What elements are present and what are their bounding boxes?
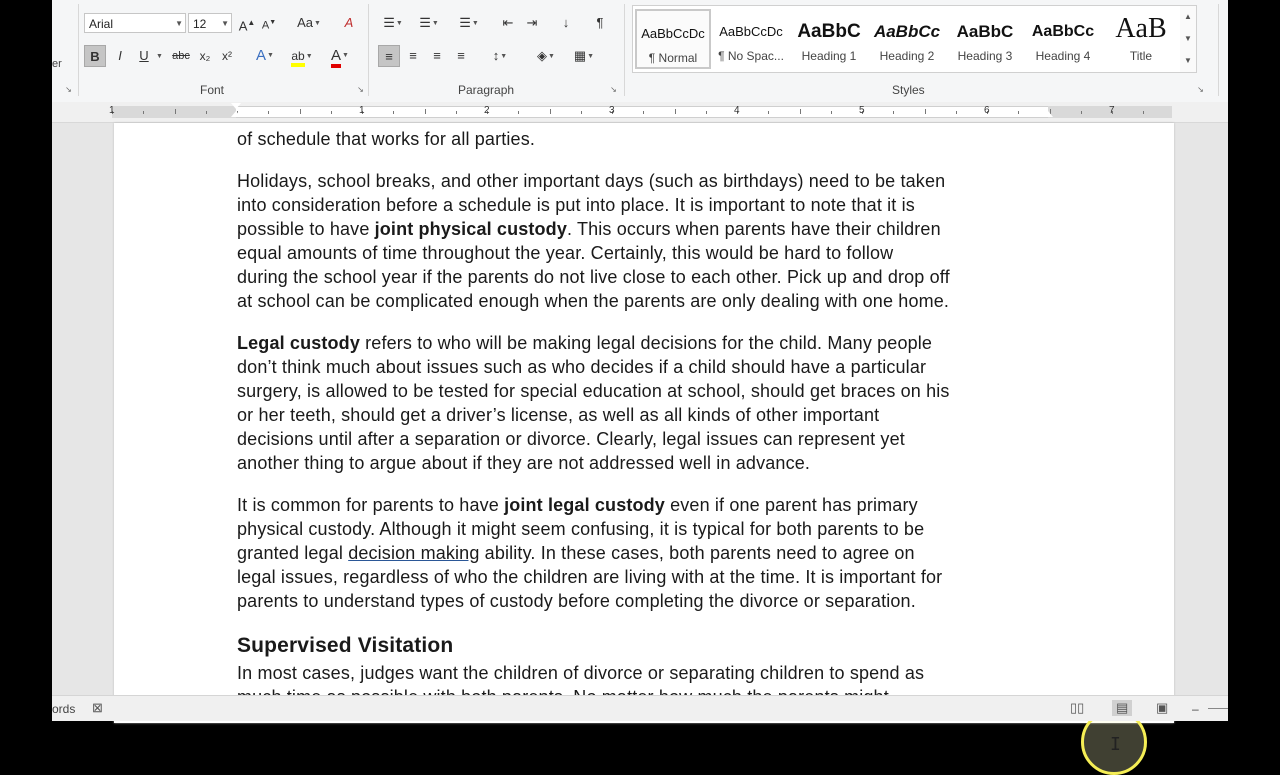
styles-group-label: Styles [892,83,925,97]
text-line [237,427,1067,451]
chevron-down-icon[interactable]: ▼ [1184,34,1192,43]
text-run: decisions until after a separation or divorce. Clearly, legal issues can represent yet [237,429,905,449]
text-run: during the school year if the parents do not live close to each other. Pick up and drop off [237,267,950,287]
text-run: or her teeth, should get a driver’s license, as well as all kinds of other important [237,405,880,425]
ruler-tick [425,109,426,114]
font-color-button[interactable]: A▼ [324,45,356,67]
underlined-term: decision making [348,543,480,563]
word-window [52,0,1228,755]
ruler-number: 3 [609,105,615,116]
text-run: ability. In these cases, both parents need to agree on [479,543,915,563]
paragraph-schedule [237,127,1067,151]
paragraph-holidays [237,169,1067,313]
text-run: physical custody. Although it might seem confusing, it is typical for both parents to be [237,519,925,539]
ruler-tick [706,111,707,114]
text-effects-icon: A [256,47,267,64]
justify-button[interactable] [450,45,472,67]
multilevel-list-icon: ☰ [459,15,471,30]
style-preview: AaBbCc [1031,23,1095,40]
ruler-tick [456,111,457,114]
right-indent-marker[interactable] [1043,111,1053,117]
style-name: ¶ No Spac... [718,49,784,63]
align-right-button[interactable] [426,45,448,67]
ruler-tick [581,111,582,114]
numbering-icon: ☰ [419,15,431,30]
style-name: Heading 3 [957,49,1013,63]
styles-gallery-scroll [1180,5,1197,73]
zoom-out-button[interactable]: – [1192,702,1199,716]
ruler-tick [1018,111,1019,114]
ruler-tick [1081,111,1082,114]
text-run: It is common for parents to have [237,495,505,515]
text-run: possible to have [237,219,375,239]
group-separator [368,4,369,96]
font-size-combo[interactable] [188,13,232,33]
bullets-icon: ☰ [383,15,395,30]
chevron-up-icon[interactable]: ▲ [1184,12,1192,21]
text-line [237,493,1067,517]
word-count[interactable]: ords [52,702,76,716]
text-run: surgery, is allowed to be tested for special education at school, should get braces on his [237,381,950,401]
text-line [237,289,1067,313]
highlight-button[interactable]: ab▼ [286,45,318,67]
first-line-indent-marker[interactable] [231,103,241,109]
text-line [237,403,1067,427]
style-preview: AaBbCcDc [719,24,783,39]
text-line [237,451,1067,475]
ruler-number: 1 [109,105,115,116]
style-title[interactable] [1103,9,1179,69]
read-mode-icon[interactable]: ▯▯ [1070,700,1085,715]
ribbon [52,0,1228,103]
bold-button[interactable] [84,45,106,67]
text-run: granted legal [237,543,349,563]
hanging-indent-marker[interactable] [231,111,241,117]
ruler-track [112,106,1172,118]
font-size-value: 12 [193,17,207,31]
styles-gallery [632,5,1182,73]
ruler-tick [831,111,832,114]
shrink-font-icon: A [261,19,270,32]
clear-formatting-button[interactable] [338,12,360,34]
ruler-tick [956,111,957,114]
bold-icon: B [90,49,100,64]
numbering-button[interactable]: ☰▼ [419,15,439,30]
align-left-button[interactable] [378,45,400,67]
chevron-down-icon[interactable]: ▼ [175,19,183,28]
shrink-font-button[interactable]: A▼ [261,19,277,32]
text-line [237,193,1067,217]
group-separator [624,4,625,96]
paint-bucket-icon: ◈ [537,48,548,63]
decrease-indent-icon: ⇤ [502,15,514,30]
proofing-status-icon[interactable]: ⊠ [92,700,103,715]
text-line [237,517,1067,541]
ruler-tick [768,111,769,114]
style-name: ¶ Normal [648,51,698,65]
borders-button[interactable]: ▦▼ [573,48,595,63]
ruler-number: 6 [984,105,990,116]
paragraph-joint-legal-custody [237,493,1067,613]
ruler-tick [550,109,551,114]
ruler-tick [175,109,176,114]
font-group-label: Font [200,83,225,97]
ruler-number: 2 [484,105,490,116]
font-name-value: Arial [89,17,114,31]
document-page[interactable] [114,123,1174,723]
sort-icon: ↓ [562,15,570,30]
ruler-tick [675,109,676,114]
line-spacing-icon: ↕ [492,48,500,63]
document-body[interactable] [237,123,1067,709]
text-line [237,379,1067,403]
text-run: refers to who will be making legal decisions for the child. Many people [359,333,933,353]
underline-button[interactable] [134,45,154,67]
style-name: Heading 4 [1035,49,1091,63]
print-layout-icon[interactable]: ▤ [1112,700,1132,716]
multilevel-list-button[interactable]: ☰▼ [459,15,479,30]
justify-icon: ≡ [457,48,465,63]
styles-dialog-launcher-icon[interactable]: ↘ [1197,85,1204,94]
paragraph-group-label: Paragraph [458,83,515,97]
font-dialog-launcher-icon[interactable]: ↘ [357,85,364,94]
font-color-icon: A [331,47,341,68]
bold-term: Legal custody [237,333,360,353]
grow-font-button[interactable]: A▲ [238,18,256,34]
zoom-slider[interactable] [1208,708,1228,709]
shading-button[interactable]: ◈▼ [537,48,555,63]
text-run: another thing to argue about if they are not addressed well in advance. [237,453,811,473]
borders-icon: ▦ [573,48,587,63]
increase-indent-button[interactable] [522,12,542,34]
text-run: don’t think much about issues such as who decides if a child should have a particular [237,357,927,377]
style-name: Heading 2 [879,49,935,63]
decrease-indent-button[interactable] [498,12,518,34]
style-name: Title [1129,49,1153,63]
ibeam-cursor-icon: I [1110,734,1121,755]
style-normal[interactable] [635,9,711,69]
style-heading-3[interactable] [947,9,1023,69]
style-no-spacing[interactable] [713,9,789,69]
style-name: Heading 1 [801,49,857,63]
align-right-icon: ≡ [433,48,441,63]
text-run: even if one parent has primary [664,495,918,515]
change-case-button[interactable]: Aa▼ [297,15,321,30]
font-name-combo[interactable] [84,13,186,33]
bold-term: joint legal custody [504,495,665,515]
text-line [237,265,1067,289]
group-separator [78,4,79,96]
style-heading-1[interactable] [791,9,867,69]
superscript-icon: x² [222,49,232,63]
paragraph-legal-custody [237,331,1067,475]
text-run: at school can be complicated enough when the parents are only dealing with one home. [237,291,950,311]
highlighter-icon: ab [291,49,304,67]
underline-icon: U [139,48,149,63]
chevron-down-icon[interactable]: ▼ [221,19,229,28]
italic-icon: I [118,48,122,63]
align-center-button[interactable] [402,45,424,67]
ruler-tick [518,111,519,114]
increase-indent-icon: ⇥ [526,15,538,30]
bold-term: joint physical custody [374,219,567,239]
align-left-icon: ≡ [385,49,393,64]
text-line: In most cases, judges want the children of divorce or separating children to spend as [237,663,925,683]
bullets-button[interactable]: ☰▼ [383,15,403,30]
text-line [237,589,1067,613]
text-run: equal amounts of time throughout the year. Certainly, this would be hard to follow [237,243,894,263]
text-run: legal issues, regardless of who the children are living with at the time. It is important for [237,567,943,587]
status-bar [52,695,1228,721]
style-preview: AaBbC [956,22,1014,41]
text-line [237,355,1067,379]
ruler-tick [800,109,801,114]
grow-font-icon: A [238,18,248,34]
subscript-icon: x₂ [199,49,211,63]
sort-button[interactable] [556,12,576,34]
ruler-tick [143,111,144,114]
ruler-tick [206,111,207,114]
style-heading-4[interactable] [1025,9,1101,69]
ruler-number: 5 [859,105,865,116]
ruler-tick [393,111,394,114]
text-run: . This occurs when parents have their children [566,219,941,239]
dialog-launcher-icon[interactable]: ↘ [65,85,72,94]
web-layout-icon[interactable]: ▣ [1156,700,1169,715]
heading-supervised-visitation: Supervised Visitation [237,634,454,657]
eraser-icon: A [344,15,354,30]
style-preview: AaBbC [797,21,861,42]
text-line: of schedule that works for all parties. [237,129,535,149]
text-line [237,217,1067,241]
ruler-tick [1143,111,1144,114]
expand-gallery-icon[interactable]: ▼ [1184,56,1192,65]
text-line [237,565,1067,589]
horizontal-ruler[interactable] [52,102,1228,123]
ruler-number: 1 [359,105,365,116]
text-line [237,541,1067,565]
group-separator [1218,4,1219,96]
text-run: Holidays, school breaks, and other important days (such as birthdays) need to be taken [237,171,946,191]
line-spacing-button[interactable]: ↕▼ [492,48,508,63]
text-line [237,241,1067,265]
ruler-number: 7 [1109,105,1115,116]
pilcrow-icon: ¶ [596,15,604,30]
text-run: parents to understand types of custody before completing the divorce or separation. [237,591,916,611]
ruler-tick [300,109,301,114]
ruler-tick [331,111,332,114]
clipboard-group-edge: er [52,58,62,70]
paragraph-dialog-launcher-icon[interactable]: ↘ [610,85,617,94]
style-preview: AaBbCcDc [641,26,705,41]
ruler-tick [893,111,894,114]
chevron-down-icon[interactable]: ▼ [156,53,163,60]
text-run: into consideration before a schedule is put into place. It is important to note that it is [237,195,915,215]
strikethrough-button[interactable] [168,45,194,67]
text-line [237,331,1067,355]
ruler-number: 4 [734,105,740,116]
ruler-tick [268,111,269,114]
align-center-icon: ≡ [409,48,417,63]
ruler-tick [643,111,644,114]
text-effects-button[interactable]: A▼ [256,47,274,64]
style-preview: AaB [1115,13,1167,44]
strikethrough-icon: abc [172,50,190,62]
text-line [237,169,1067,193]
superscript-button[interactable] [218,45,236,67]
style-heading-2[interactable] [869,9,945,69]
change-case-icon: Aa [297,15,313,30]
show-formatting-marks-button[interactable] [590,12,610,34]
style-preview: AaBbCc [873,22,941,41]
subscript-button[interactable] [196,45,214,67]
ruler-tick [925,109,926,114]
italic-button[interactable] [110,45,130,67]
